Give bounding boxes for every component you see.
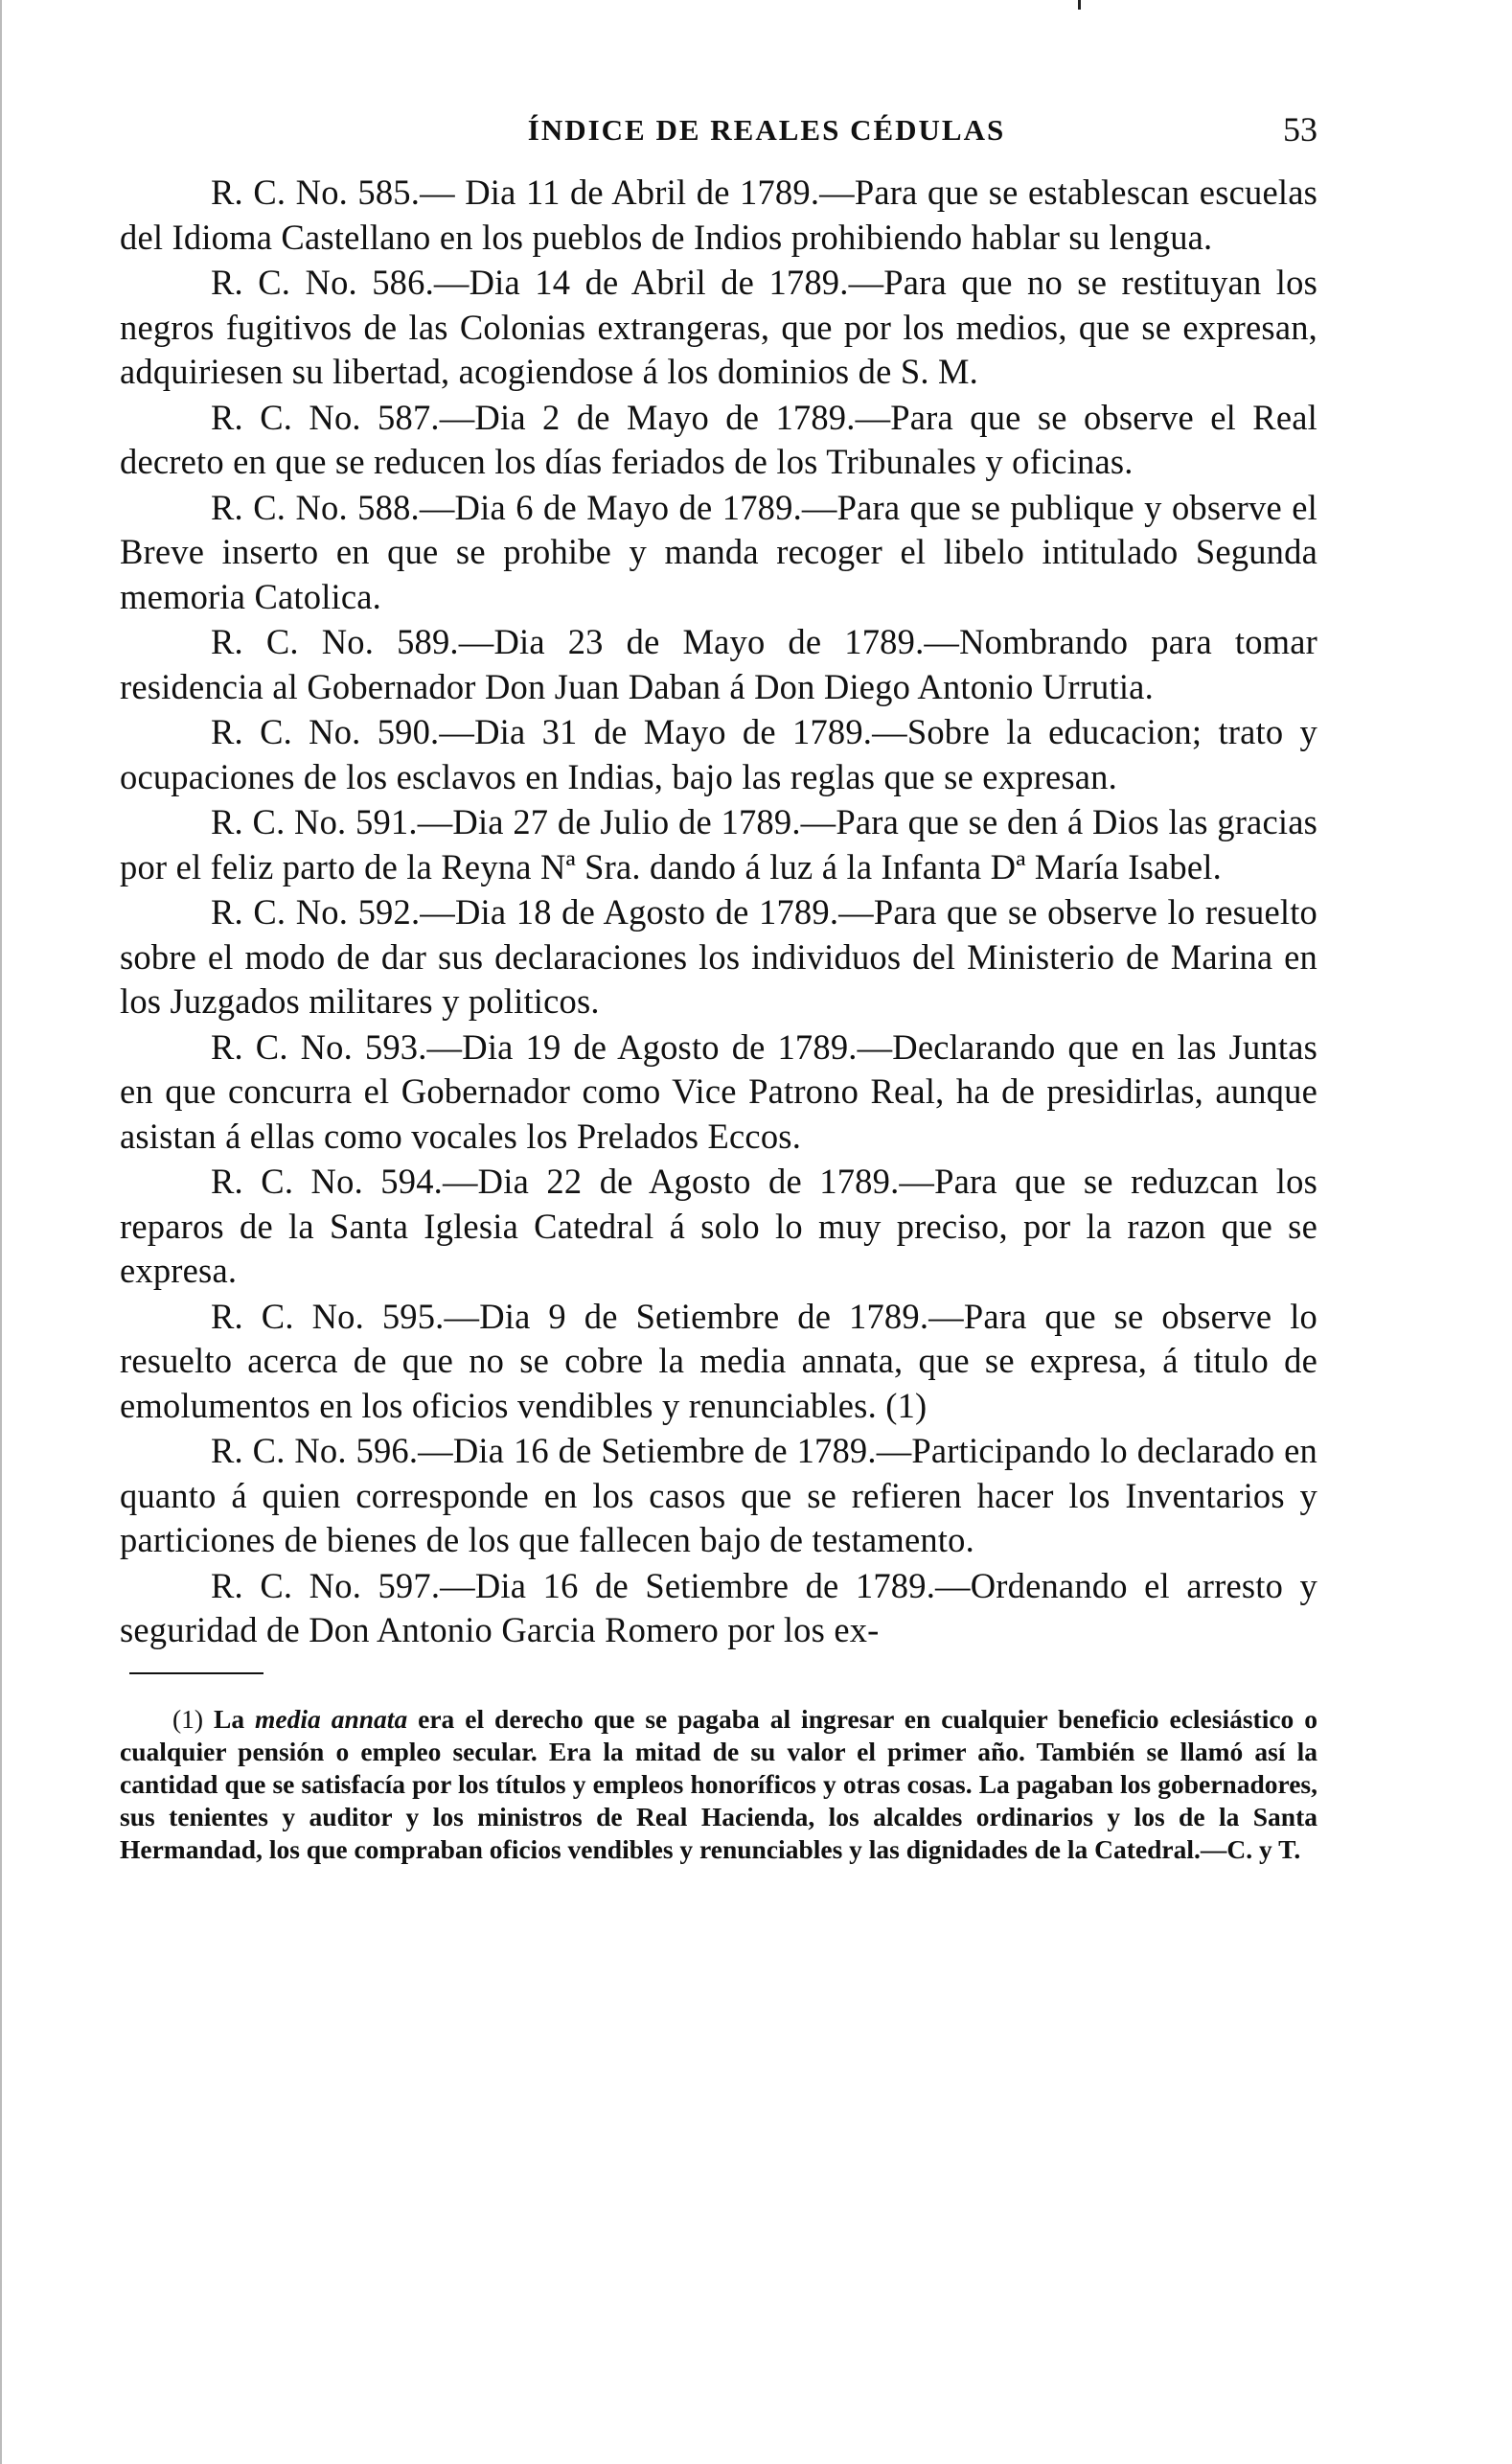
entry-594: R. C. No. 594.—Dia 22 de Agosto de 1789.—Para que se reduzcan los reparos de la Santa Iglesia Catedral á solo lo muy preciso, por la razon que se expresa.	[120, 1162, 1317, 1290]
scan-mark	[1078, 0, 1081, 10]
entry-list	[120, 171, 1317, 1653]
scan-edge	[0, 0, 2, 2464]
footnote-marker: (1)	[172, 1703, 204, 1734]
running-header	[120, 107, 1317, 153]
footnote	[120, 1703, 1317, 1866]
entry-592: R. C. No. 592.—Dia 18 de Agosto de 1789.—Para que se observe lo resuelto sobre el modo de dar sus declaraciones los individuos del Ministerio de Marina en los Juzgados militares y politicos.	[120, 892, 1317, 1021]
entry-595: R. C. No. 595.—Dia 9 de Setiembre de 1789.—Para que se observe lo resuelto acerca de que no se cobre la media annata, que se expresa, á titulo de emolumentos en los oficios vendibles y renunciables. (1)	[120, 1296, 1317, 1425]
entry-586: R. C. No. 586.—Dia 14 de Abril de 1789.—Para que no se restituyan los negros fugitivos de las Colonias extrangeras, que por los medios, que se expresan, adquiriesen su libertad, acogiendose á los dominios de S. M.	[120, 263, 1317, 391]
entry-596: R. C. No. 596.—Dia 16 de Setiembre de 1789.—Participando lo declarado en quanto á quien corresponde en los casos que se refieren hacer los Inventarios y particiones de bienes de los que fallecen bajo de testamento.	[120, 1431, 1317, 1559]
entry-587: R. C. No. 587.—Dia 2 de Mayo de 1789.—Para que se observe el Real decreto en que se reducen los días feriados de los Tribunales y oficinas.	[120, 397, 1317, 481]
entry-597: R. C. No. 597.—Dia 16 de Setiembre de 1789.—Ordenando el arresto y seguridad de Don Antonio Garcia Romero por los ex-	[120, 1565, 1317, 1649]
page	[120, 107, 1317, 1866]
footnote-divider	[129, 1672, 263, 1674]
page-title: ÍNDICE DE REALES CÉDULAS	[527, 113, 1006, 147]
footnote-term: media annata	[255, 1703, 408, 1734]
entry-593: R. C. No. 593.—Dia 19 de Agosto de 1789.—Declarando que en las Juntas en que concurra el Gobernador como Vice Patrono Real, ha de presidirlas, aunque asistan á ellas como vocales los Prelados Eccos.	[120, 1026, 1317, 1156]
page-number: 53	[1283, 110, 1317, 149]
entry-590: R. C. No. 590.—Dia 31 de Mayo de 1789.—Sobre la educacion; trato y ocupaciones de los esclavos en Indias, bajo las reglas que se expresan.	[120, 712, 1317, 796]
entry-589: R. C. No. 589.—Dia 23 de Mayo de 1789.—Nombrando para tomar residencia al Gobernador Don Juan Daban á Don Diego Antonio Urrutia.	[120, 622, 1317, 706]
entry-588: R. C. No. 588.—Dia 6 de Mayo de 1789.—Para que se publique y observe el Breve inserto en que se prohibe y manda recoger el libelo intitulado Segunda memoria Catolica.	[120, 487, 1317, 616]
entry-591: R. C. No. 591.—Dia 27 de Julio de 1789.—Para que se den á Dios las gracias por el feliz parto de la Reyna Nª Sra. dando á luz á la Infanta Dª María Isabel.	[120, 802, 1317, 887]
entry-585: R. C. No. 585.— Dia 11 de Abril de 1789.—Para que se establescan escuelas del Idioma Castellano en los pueblos de Indios prohibiendo hablar su lengua.	[120, 173, 1317, 257]
footnote-intro: La	[214, 1703, 245, 1734]
footnote-text: era el derecho que se pagaba al ingresar en cualquier beneficio eclesiástico o cualquier pensión o empleo secular. Era la mitad de su valor el primer año. También se llamó así la cantidad que se satisfacía por los títulos y empleos honoríficos y otras cosas. La pagaban los gobernadores, sus tenientes y auditor y los ministros de Real Hacienda, los alcaldes ordinarios y los de la Santa Hermandad, los que compraban oficios vendibles y renunciables y las dignidades de la Catedral.—C. y T.	[120, 1703, 1317, 1864]
